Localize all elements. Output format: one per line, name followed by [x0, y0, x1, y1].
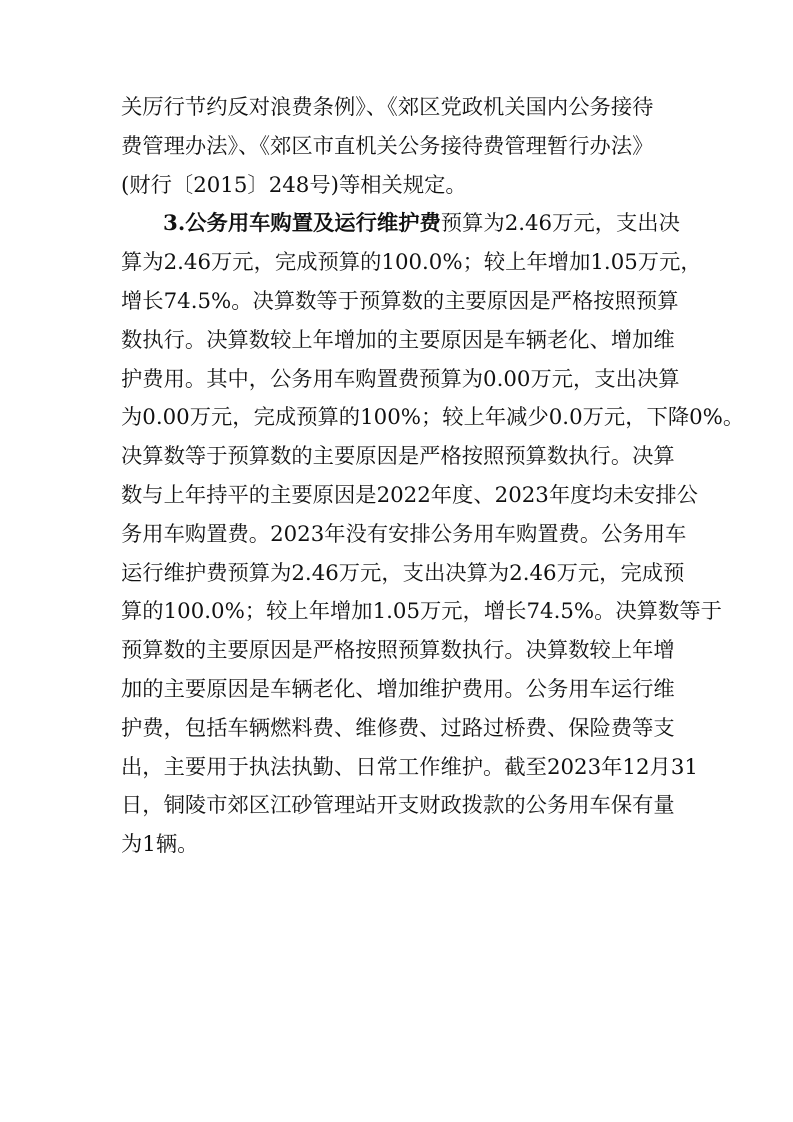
paragraph-reception-regulations — [121, 89, 681, 205]
text-line: 为1辆。 — [121, 832, 199, 858]
text-line: 护费，包括车辆燃料费、维修费、过路过桥费、保险费等支 — [121, 715, 675, 741]
text-line: 预算数的主要原因是严格按照预算数执行。决算数较上年增 — [121, 638, 675, 664]
document-body — [121, 89, 745, 865]
text-line: 运行维护费预算为2.46万元，支出决算为2.46万元，完成预 — [121, 560, 685, 586]
text-line: 出，主要用于执法执勤、日常工作维护。截至2023年12月31 — [121, 754, 698, 780]
text-line: 护费用。其中，公务用车购置费预算为0.00万元，支出决算 — [121, 366, 680, 392]
text-line: 日，铜陵市郊区江砂管理站开支财政拨款的公务用车保有量 — [121, 793, 675, 819]
paragraph-vehicle-expenses — [121, 205, 745, 865]
text-line: 决算数等于预算数的主要原因是严格按照预算数执行。决算 — [121, 444, 675, 470]
text-line: 为0.00万元，完成预算的100%；较上年减少0.0万元，下降0%。 — [121, 405, 745, 431]
text-line: 数执行。决算数较上年增加的主要原因是车辆老化、增加维 — [121, 327, 675, 353]
text-line: 算的100.0%；较上年增加1.05万元，增长74.5%。决算数等于 — [121, 599, 722, 625]
heading-line-text: 预算为2.46万元，支出决 — [440, 211, 680, 237]
text-line: 增长74.5%。决算数等于预算数的主要原因是严格按照预算 — [121, 288, 679, 314]
text-line: 务用车购置费。2023年没有安排公务用车购置费。公务用车 — [121, 521, 687, 547]
text-line — [121, 205, 681, 244]
text-line: (财行〔2015〕248号)等相关规定。 — [121, 172, 467, 198]
text-line: 费管理办法》、《郊区市直机关公务接待费管理暂行办法》 — [121, 133, 654, 159]
section-heading: 3.公务用车购置及运行维护费 — [163, 211, 441, 237]
text-line: 数与上年持平的主要原因是2022年度、2023年度均未安排公 — [121, 482, 698, 508]
text-line: 算为2.46万元，完成预算的100.0%；较上年增加1.05万元， — [121, 250, 702, 276]
text-line: 加的主要原因是车辆老化、增加维护费用。公务用车运行维 — [121, 676, 675, 702]
text-line: 关厉行节约反对浪费条例》、《郊区党政机关国内公务接待 — [121, 95, 654, 120]
